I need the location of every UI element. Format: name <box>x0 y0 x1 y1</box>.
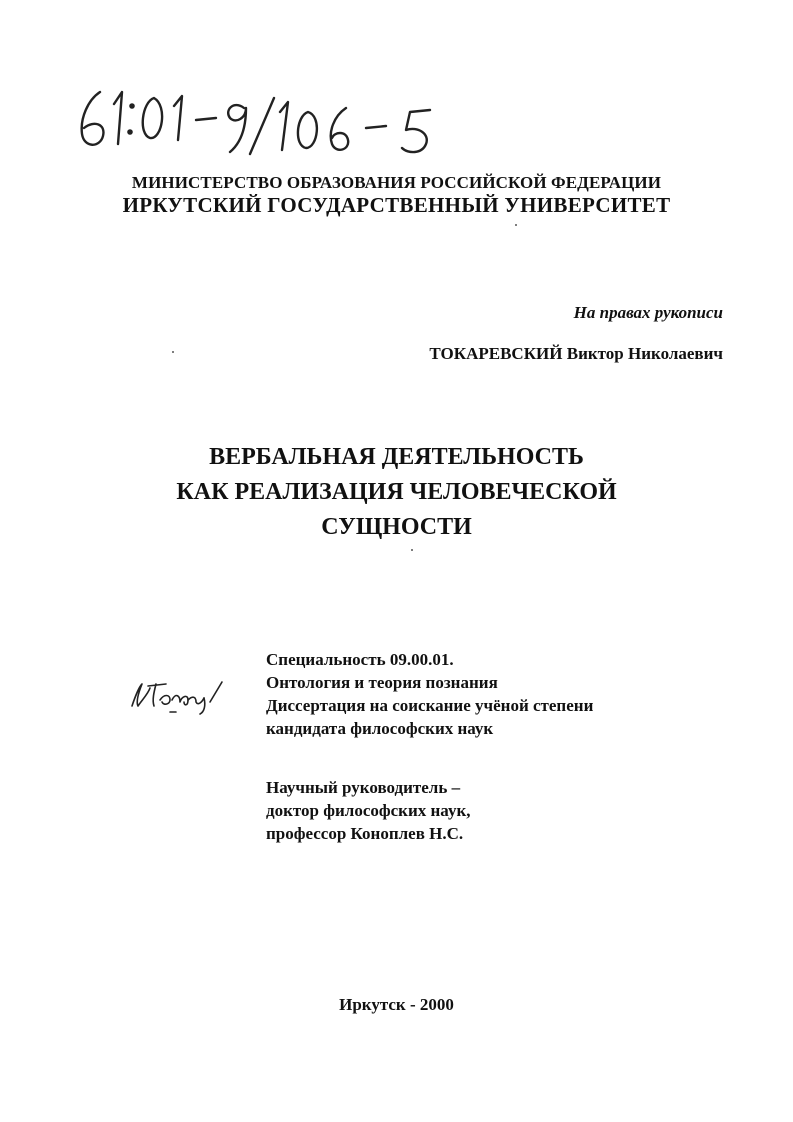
dissertation-title <box>0 440 793 545</box>
scientific-advisor <box>266 776 471 845</box>
advisor-degree: доктор философских наук, <box>266 801 471 820</box>
degree-purpose: Диссертация на соискание учёной степени <box>266 696 594 715</box>
author-name: ТОКАРЕВСКИЙ Виктор Николаевич <box>429 344 723 363</box>
specialty-name: Онтология и теория познания <box>266 673 498 692</box>
author-signature-icon <box>126 672 226 720</box>
university-name: ИРКУТСКИЙ ГОСУДАРСТВЕННЫЙ УНИВЕРСИТЕТ <box>122 193 671 217</box>
ministry-name: МИНИСТЕРСТВО ОБРАЗОВАНИЯ РОССИЙСКОЙ ФЕДЕРАЦИИ <box>131 173 662 192</box>
title-line: КАК РЕАЛИЗАЦИЯ ЧЕЛОВЕЧЕСКОЙ <box>176 479 617 505</box>
handwritten-archive-code <box>70 82 450 162</box>
manuscript-rights-note: На правах рукописи <box>573 303 723 322</box>
city-and-year: Иркутск - 2000 <box>339 995 454 1014</box>
degree-name: кандидата философских наук <box>266 719 494 738</box>
scan-speck <box>411 549 413 551</box>
advisor-role: Научный руководитель – <box>266 778 461 797</box>
title-line: ВЕРБАЛЬНАЯ ДЕЯТЕЛЬНОСТЬ <box>209 444 584 470</box>
specialty-code: Специальность 09.00.01. <box>266 650 454 669</box>
specialty-info <box>266 648 593 740</box>
title-line: СУЩНОСТИ <box>321 514 472 540</box>
advisor-name: профессор Коноплев Н.С. <box>266 824 464 843</box>
scan-speck <box>515 224 517 226</box>
scan-speck <box>172 351 174 353</box>
